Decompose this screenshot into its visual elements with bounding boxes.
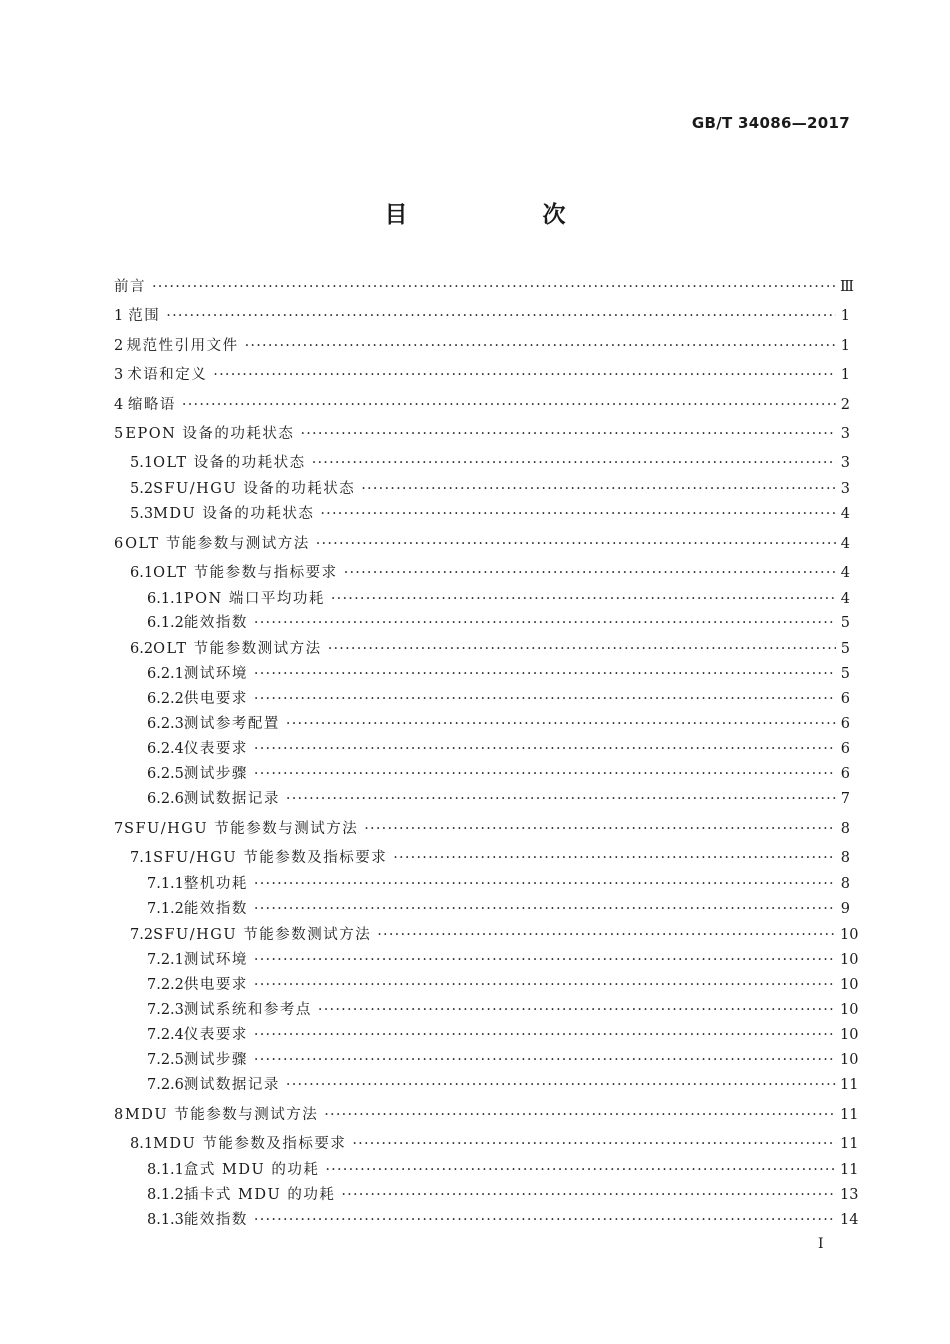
toc-dot-leader [320,503,836,525]
toc-entry-title: SFU/HGU 节能参数测试方法 [153,927,372,943]
toc-dot-leader [364,818,836,840]
toc-entry-page: 5 [840,615,850,631]
toc-entry-title: 仪表要求 [183,741,248,757]
toc-dot-leader [254,612,836,634]
toc-entry-number: 7.1 [130,850,154,866]
toc-entry-number: 8.1.1 [147,1162,184,1178]
toc-dot-leader [300,423,836,445]
toc-entry-number: 6 [114,536,124,552]
toc-entry-number: 7.2 [130,927,154,943]
toc-entry-page: 11 [840,1107,859,1123]
toc-entry-page: 8 [840,876,850,892]
toc-entry-page: 1 [840,308,850,324]
toc-dot-leader [254,1049,836,1071]
toc-entry-number: 6.1 [130,565,154,581]
toc-entry-title: 供电要求 [183,691,248,707]
toc-entry-title: 供电要求 [183,977,248,993]
toc-entry-page: 2 [840,397,850,413]
toc-entry[interactable] [114,478,850,500]
toc-entry-title: OLT 节能参数与指标要求 [153,565,338,581]
toc-entry[interactable] [114,612,850,634]
toc-entry-number: 5.3 [130,506,154,522]
toc-entry-page: Ⅲ [840,279,854,295]
toc-entry-title: SFU/HGU 节能参数与测试方法 [124,821,359,837]
toc-entry-number: 7.1.2 [147,901,184,917]
toc-entry[interactable] [114,713,850,735]
toc-entry[interactable] [114,364,850,386]
toc-entry-number: 6.2.6 [147,791,184,807]
toc-entry-page: 11 [840,1077,859,1093]
toc-entry[interactable] [114,763,850,785]
toc-entry-number: 5.2 [130,481,154,497]
toc-entry[interactable] [114,999,859,1021]
toc-entry-page: 3 [840,426,850,442]
toc-entry-number: 7.2.1 [147,952,184,968]
toc-entry[interactable] [114,688,850,710]
toc-entry-title: EPON 设备的功耗状态 [125,426,295,442]
toc-entry-page: 8 [840,850,850,866]
toc-entry-page: 7 [840,791,850,807]
toc-entry-page: 13 [840,1187,859,1203]
toc-dot-leader [393,847,836,869]
toc-entry[interactable] [114,847,850,869]
toc-entry-title: 能效指数 [183,901,248,917]
toc-entry-number: 4 [114,397,124,413]
toc-entry-page: 4 [840,536,850,552]
toc-dot-leader [316,533,836,555]
toc-entry[interactable] [114,452,850,474]
toc-entry[interactable] [114,1074,859,1096]
toc-entry-title: 测试环境 [183,952,248,968]
toc-entry-page: 6 [840,691,850,707]
toc-dot-leader [361,478,836,500]
toc-entry-number: 2 [114,338,124,354]
toc-entry-title: SFU/HGU 设备的功耗状态 [153,481,356,497]
toc-dot-leader [328,638,836,660]
toc-entry-page: 10 [840,1027,859,1043]
toc-entry-title: 整机功耗 [183,876,248,892]
toc-entry[interactable] [114,974,859,996]
toc-dot-leader [324,1104,836,1126]
toc-entry[interactable] [114,1049,859,1071]
toc-entry-number: 6.2.3 [147,716,184,732]
toc-entry-title: 术语和定义 [127,367,208,383]
toc-entry-title: 测试数据记录 [183,1077,280,1093]
toc-dot-leader [152,276,836,298]
toc-dot-leader [254,1209,836,1231]
toc-entry-page: 10 [840,977,859,993]
toc-dot-leader [254,949,836,971]
toc-entry-page: 5 [840,641,850,657]
toc-entry-title: 仪表要求 [183,1027,248,1043]
toc-entry-number: 5.1 [130,455,154,471]
toc-entry-title: 测试系统和参考点 [183,1002,312,1018]
toc-entry[interactable] [114,1159,859,1181]
toc-entry-number: 8.1 [130,1136,154,1152]
toc-entry-title: 盒式 MDU 的功耗 [183,1162,320,1178]
toc-entry-number: 6.2.2 [147,691,184,707]
toc-entry-page: 6 [840,741,850,757]
toc-entry[interactable] [114,335,850,357]
toc-entry-page: 4 [840,565,850,581]
page-number: Ⅰ [818,1236,824,1252]
toc-entry-page: 5 [840,666,850,682]
toc-dot-leader [331,588,836,610]
toc-entry[interactable] [114,924,859,946]
toc-dot-leader [254,688,836,710]
toc-entry-page: 10 [840,952,859,968]
toc-entry[interactable] [114,588,850,610]
toc-entry[interactable] [114,305,850,327]
toc-entry-title: 测试环境 [183,666,248,682]
toc-entry[interactable] [114,276,854,298]
toc-entry-title: SFU/HGU 节能参数及指标要求 [153,850,388,866]
standard-code: GB/T 34086—2017 [691,114,850,132]
toc-entry-page: 14 [840,1212,859,1228]
toc-entry-title: 测试数据记录 [183,791,280,807]
toc-dot-leader [254,763,836,785]
toc-entry[interactable] [114,663,850,685]
toc-dot-leader [312,452,836,474]
toc-entry[interactable] [114,638,850,660]
toc-entry-page: 11 [840,1136,859,1152]
toc-dot-leader [166,305,836,327]
toc-entry-number: 6.1.2 [147,615,184,631]
toc-entry[interactable] [114,788,850,810]
toc-entry-title: 规范性引用文件 [126,338,239,354]
toc-dot-leader [245,335,836,357]
toc-dot-leader [325,1159,836,1181]
toc-entry-title: MDU 节能参数与测试方法 [124,1107,319,1123]
toc-entry[interactable] [114,738,850,760]
toc-dot-leader [352,1133,836,1155]
toc-entry-number: 7.2.6 [147,1077,184,1093]
toc-entry-title: 能效指数 [183,615,248,631]
toc-entry-number: 7.2.5 [147,1052,184,1068]
toc-entry-number: 6.2.1 [147,666,184,682]
toc-dot-leader [254,663,836,685]
toc-entry[interactable] [114,533,850,555]
toc-entry[interactable] [114,818,850,840]
toc-dot-leader [254,1024,836,1046]
toc-entry-number: 6.2.5 [147,766,184,782]
toc-entry-page: 6 [840,716,850,732]
toc-entry-page: 10 [840,927,859,943]
toc-entry[interactable] [114,949,859,971]
toc-dot-leader [377,924,836,946]
toc-entry[interactable] [114,503,850,525]
toc-entry-page: 4 [840,591,850,607]
toc-entry[interactable] [114,873,850,895]
toc-entry-number: 7.2.2 [147,977,184,993]
toc-entry-number: 3 [114,367,124,383]
toc-entry-title: 范围 [128,308,161,324]
toc-dot-leader [341,1184,836,1206]
toc-entry[interactable] [114,898,850,920]
toc-entry-title: 插卡式 MDU 的功耗 [183,1187,336,1203]
toc-entry-title: 测试步骤 [183,766,248,782]
toc-entry[interactable] [114,562,850,584]
toc-dot-leader [254,738,836,760]
toc-entry[interactable] [114,423,850,445]
toc-dot-leader [254,873,836,895]
toc-entry-number: 1 [114,308,124,324]
toc-entry-title: 前言 [114,279,146,295]
toc-entry-title: 缩略语 [127,397,176,413]
toc-entry-page: 3 [840,455,850,471]
toc-entry[interactable] [114,394,850,416]
toc-entry-number: 6.1.1 [147,591,184,607]
toc-entry-page: 10 [840,1002,859,1018]
toc-dot-leader [254,898,836,920]
toc-entry-title: MDU 设备的功耗状态 [153,506,315,522]
toc-dot-leader [182,394,836,416]
toc-entry[interactable] [114,1209,859,1231]
toc-dot-leader [286,713,836,735]
toc-entry[interactable] [114,1024,859,1046]
toc-dot-leader [318,999,836,1021]
toc-entry-title: MDU 节能参数及指标要求 [153,1136,347,1152]
toc-dot-leader [254,974,836,996]
toc-entry-title: PON 端口平均功耗 [183,591,325,607]
toc-entry-number: 5 [114,426,124,442]
toc-entry-page: 3 [840,481,850,497]
toc-title: 目 次 [384,201,622,228]
toc-entry-page: 10 [840,1052,859,1068]
toc-dot-leader [213,364,836,386]
toc-entry-page: 4 [840,506,850,522]
toc-entry-page: 9 [840,901,850,917]
toc-entry-number: 7.1.1 [147,876,184,892]
toc-entry-number: 8.1.3 [147,1212,184,1228]
toc-entry-page: 11 [840,1162,859,1178]
toc-dot-leader [286,1074,836,1096]
toc-entry-title: OLT 节能参数测试方法 [153,641,322,657]
toc-entry-page: 6 [840,766,850,782]
toc-dot-leader [286,788,836,810]
toc-entry[interactable] [114,1104,859,1126]
toc-entry-title: 测试步骤 [183,1052,248,1068]
toc-entry-number: 6.2 [130,641,154,657]
toc-dot-leader [344,562,836,584]
toc-entry-title: OLT 设备的功耗状态 [153,455,306,471]
toc-entry-number: 8.1.2 [147,1187,184,1203]
toc-entry-title: 测试参考配置 [183,716,280,732]
toc-entry-number: 8 [114,1107,124,1123]
toc-entry-number: 7.2.4 [147,1027,184,1043]
toc-entry-title: 能效指数 [183,1212,248,1228]
toc-entry-page: 1 [840,338,850,354]
toc-entry-page: 1 [840,367,850,383]
toc-entry-title: OLT 节能参数与测试方法 [125,536,310,552]
toc-entry[interactable] [114,1184,859,1206]
toc-entry-number: 7.2.3 [147,1002,184,1018]
toc-entry[interactable] [114,1133,859,1155]
toc-entry-number: 6.2.4 [147,741,184,757]
toc-entry-number: 7 [114,821,124,837]
toc-entry-page: 8 [840,821,850,837]
